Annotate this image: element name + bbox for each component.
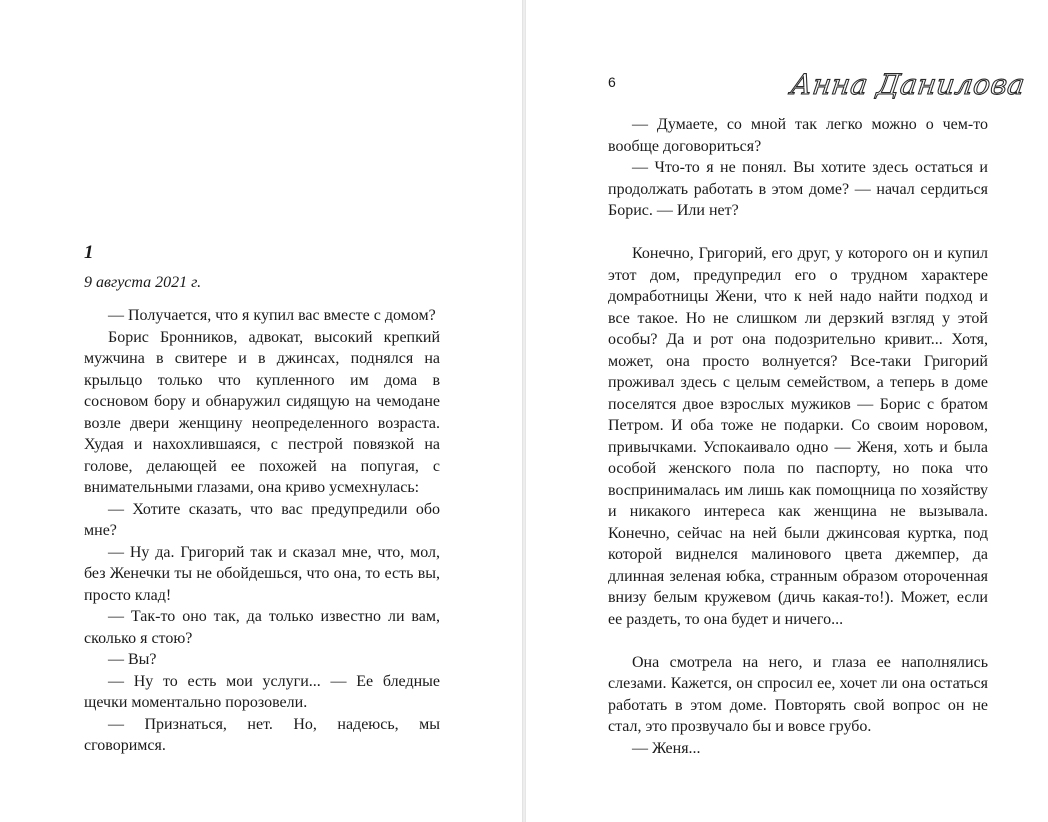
paragraph: — Думаете, со мной так легко можно о чем-то вообще договориться? bbox=[608, 116, 988, 155]
chapter-number: 1 bbox=[84, 242, 94, 263]
paragraph: — Что-то я не понял. Вы хотите здесь остаться и продолжать работать в этом доме? — начал сердиться Борис. — Или нет? bbox=[608, 159, 988, 219]
paragraph: — Хотите сказать, что вас предупредили обо мне? bbox=[84, 500, 440, 539]
paragraph: — Ну то есть мои услуги... — Ее бледные щечки моментально порозовели. bbox=[84, 672, 440, 711]
chapter-date: 9 августа 2021 г. bbox=[84, 274, 202, 291]
paragraph: — Ну да. Григорий так и сказал мне, что, мол, без Женечки ты не обойдешься, что она, то есть вы, просто клад! bbox=[84, 543, 440, 604]
left-page-text bbox=[84, 305, 440, 757]
paragraph: — Вы? bbox=[108, 651, 157, 668]
paragraph: Борис Бронников, адвокат, высокий крепкий мужчина в свитере и в джинсах, поднялся на крыльцо только что купленного им дома в сосновом бору и обнаружил сидящую на чемодане возле двери женщину неопределенного возраста. Худая и нахохлившаяся, с пестрой повязкой на голове, делающей ее похожей на попугая, с внимательными глазами, она криво усмехнулась: bbox=[84, 328, 440, 496]
right-page-text bbox=[608, 114, 988, 759]
paragraph: — Так-то оно так, да только известно ли вам, сколько я стою? bbox=[84, 608, 440, 647]
author-logo-text: Анна Данилова bbox=[788, 68, 1028, 101]
paragraph: — Признаться, нет. Но, надеюсь, мы сговоримся. bbox=[84, 715, 440, 754]
paragraph: — Женя... bbox=[632, 739, 701, 757]
paragraph: — Получается, что я купил вас вместе с домом? bbox=[108, 307, 436, 324]
author-logo-graphic bbox=[788, 64, 1028, 104]
paragraph: Она смотрела на него, и глаза ее наполнялись слезами. Кажется, он спросил ее, хочет ли она остаться работать в этом доме. Повторять свой вопрос он не стал, это прозвучало бы и вовсе грубо. bbox=[608, 653, 988, 735]
author-signature-logo bbox=[788, 64, 1028, 104]
page-number: 6 bbox=[608, 74, 616, 90]
paragraph: Конечно, Григорий, его друг, у которого он и купил этот дом, предупредил его о трудном характере домработницы Жени, что к ней надо найти подход и все такое. Но не слишком ли дерзкий взгляд у этой особы? Да и рот она подозрительно кривит... Хотя, может, она просто волнуется? Все-таки Григорий проживал здесь с целым семейством, а теперь в доме поселятся двое взрослых мужиков — Борис с братом Петром. И оба тоже не подарки. Со своим норовом, привычками. Успокаивало одно — Женя, хоть и была особой женского пола по паспорту, но пока что воспринималась им лишь как помощница по хозяйству и никакого интереса как женщина не вызывала. Конечно, сейчас на ней были джинсовая куртка, под которой виднелся малинового цвета джемпер, да длинная зеленая юбка, странным образом отороченная внизу белым кружевом (дичь какая-то!). Может, если ее раздеть, то она будет и ничего... bbox=[608, 245, 988, 628]
